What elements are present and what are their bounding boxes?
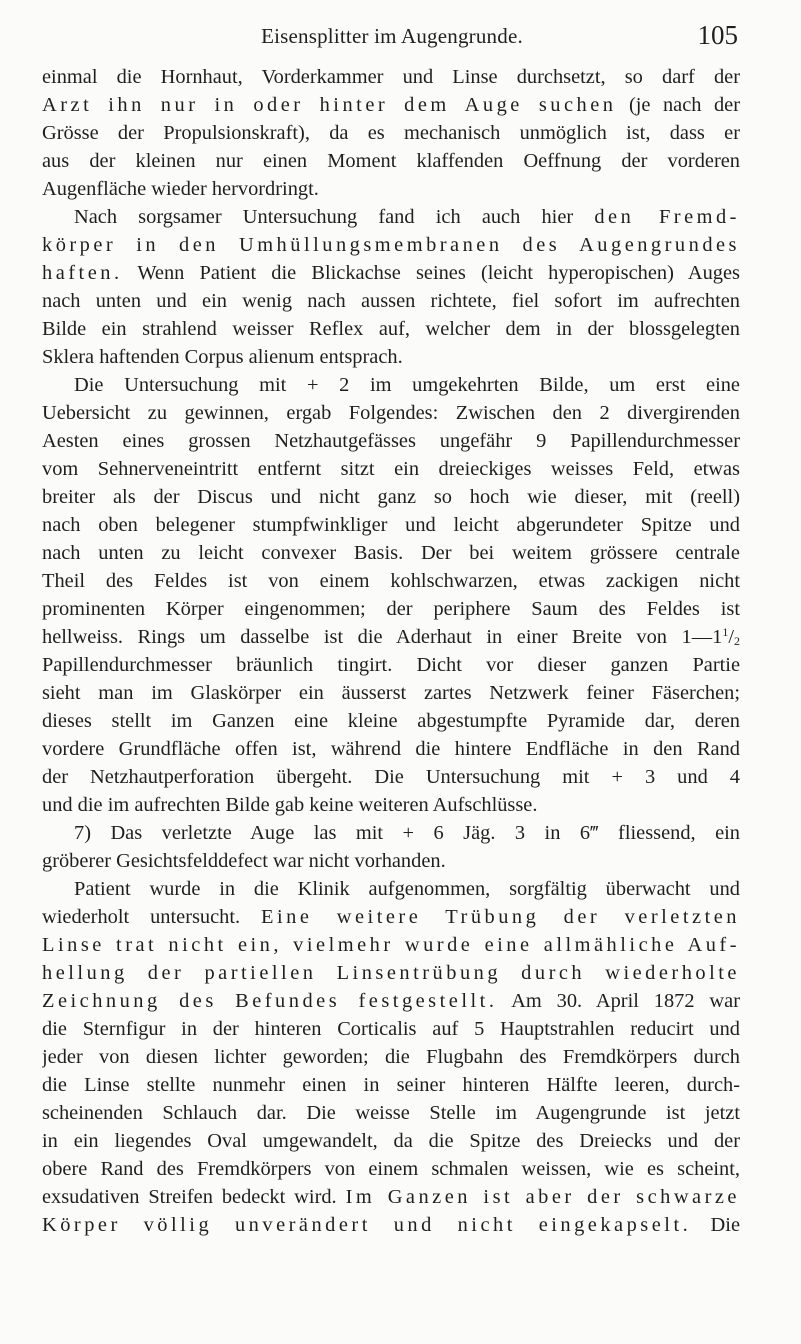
text-line: [42, 1183, 740, 1211]
text-line: [42, 903, 740, 931]
emphasis-line: Linse trat nicht ein, vielmehr wurde eine allmähliche Auf-: [42, 934, 740, 956]
text-line: Grösse der Propulsionskraft), da es mechanisch unmöglich ist, dass er: [42, 122, 740, 144]
text-line: nach unten zu leicht convexer Basis. Der bei weitem grössere centrale: [42, 542, 740, 564]
emphasis-text: den Fremd-: [594, 206, 740, 228]
fraction-denominator: 2: [734, 634, 740, 648]
running-title: Eisensplitter im Augengrunde.: [261, 24, 523, 48]
text-line: Augenfläche wieder hervordringt.: [42, 178, 319, 200]
emphasis-text: Körper völlig unverändert und nicht eingekapselt.: [42, 1214, 692, 1236]
text-line: vordere Grundfläche offen ist, während die hintere Endfläche in den Rand: [42, 738, 740, 760]
text-line: dieses stellt im Ganzen eine kleine abgestumpfte Pyramide dar, deren: [42, 710, 740, 732]
emphasis-line: körper in den Umhüllungsmembranen des Augengrundes: [42, 234, 740, 256]
text-fragment: hellweiss. Rings um dasselbe ist die Aderhaut in einer Breite von 1—1: [42, 626, 723, 648]
text-line: die Sternfigur in der hinteren Corticalis auf 5 Hauptstrahlen reducirt und: [42, 1018, 740, 1040]
emphasis-text: Eine weitere Trübung der verletzten: [261, 906, 740, 928]
text-line: die Linse stellte nunmehr einen in seiner hinteren Hälfte leeren, durch-: [42, 1074, 740, 1096]
text-fragment: Wenn Patient die Blickachse seines (leicht hyperopischen) Auges: [122, 262, 740, 284]
text-fragment: wiederholt untersucht.: [42, 906, 262, 928]
emphasis-text: Zeichnung des Befundes festgestellt.: [42, 990, 498, 1012]
text-fragment: (je nach der: [616, 94, 740, 116]
emphasis-text: haften.: [42, 262, 123, 284]
text-line: scheinenden Schlauch dar. Die weisse Stelle im Augengrunde ist jetzt: [42, 1102, 740, 1124]
text-fragment: Die: [691, 1214, 740, 1236]
text-line: jeder von diesen lichter geworden; die Flugbahn des Fremdkörpers durch: [42, 1046, 740, 1068]
running-header: [46, 20, 738, 56]
fraction-slash: /: [728, 626, 734, 648]
fraction-numerator: 1: [722, 625, 729, 639]
text-fragment: Am 30. April 1872 war: [497, 990, 740, 1012]
text-line: prominenten Körper eingenommen; der periphere Saum des Feldes ist: [42, 598, 740, 620]
text-line: [42, 91, 740, 119]
text-line: [42, 203, 740, 231]
text-line: der Netzhautperforation übergeht. Die Untersuchung mit + 3 und 4: [42, 766, 740, 788]
text-line: Aesten eines grossen Netzhautgefässes ungefähr 9 Papillendurchmesser: [42, 430, 740, 452]
text-fragment: Nach sorgsamer Untersuchung fand ich auch hier: [74, 206, 595, 228]
text-line: Theil des Feldes ist von einem kohlschwarzen, etwas zackigen nicht: [42, 570, 740, 592]
emphasis-line: hellung der partiellen Linsentrübung durch wiederholte: [42, 962, 740, 984]
text-line: [42, 259, 740, 287]
text-line: Bilde ein strahlend weisser Reflex auf, welcher dem in der blossgelegten: [42, 318, 740, 340]
text-line: einmal die Hornhaut, Vorderkammer und Linse durchsetzt, so darf der: [42, 66, 740, 88]
text-line: nach oben belegener stumpfwinkliger und leicht abgerundeter Spitze und: [42, 514, 740, 536]
text-line: [42, 1211, 740, 1239]
text-line: aus der kleinen nur einen Moment klaffenden Oeffnung der vorderen: [42, 150, 740, 172]
text-fragment: exsudativen Streifen bedeckt wird.: [42, 1186, 346, 1208]
text-line: vom Sehnerveneintritt entfernt sitzt ein dreieckiges weisses Feld, etwas: [42, 458, 740, 480]
text-line: nach unten und ein wenig nach aussen richtete, fiel sofort im aufrechten: [42, 290, 740, 312]
text-line: sieht man im Glaskörper ein äusserst zartes Netzwerk feiner Fäserchen;: [42, 682, 740, 704]
body-text: [42, 63, 740, 1239]
text-line: [42, 623, 740, 651]
text-line: 7) Das verletzte Auge las mit + 6 Jäg. 3 in 6‴ fliessend, ein: [74, 822, 740, 844]
text-line: breiter als der Discus und nicht ganz so hoch wie dieser, mit (reell): [42, 486, 740, 508]
text-line: Uebersicht zu gewinnen, ergab Folgendes: Zwischen den 2 divergirenden: [42, 402, 740, 424]
text-line: Patient wurde in die Klinik aufgenommen, sorgfältig überwacht und: [74, 878, 740, 900]
text-line: Die Untersuchung mit + 2 im umgekehrten Bilde, um erst eine: [74, 374, 740, 396]
text-line: in ein liegendes Oval umgewandelt, da die Spitze des Dreiecks und der: [42, 1130, 740, 1152]
page-number: 105: [697, 20, 738, 50]
emphasis-text: Im Ganzen ist aber der schwarze: [345, 1186, 740, 1208]
text-line: [42, 987, 740, 1015]
text-line: obere Rand des Fremdkörpers von einem schmalen weissen, wie es scheint,: [42, 1158, 740, 1180]
text-line: und die im aufrechten Bilde gab keine weiteren Aufschlüsse.: [42, 794, 538, 816]
emphasis-text: Arzt ihn nur in oder hinter dem Auge suchen: [42, 94, 617, 116]
text-line: Sklera haftenden Corpus alienum entsprach.: [42, 346, 403, 368]
text-line: Papillendurchmesser bräunlich tingirt. Dicht vor dieser ganzen Partie: [42, 654, 740, 676]
text-line: gröberer Gesichtsfelddefect war nicht vorhanden.: [42, 850, 446, 872]
